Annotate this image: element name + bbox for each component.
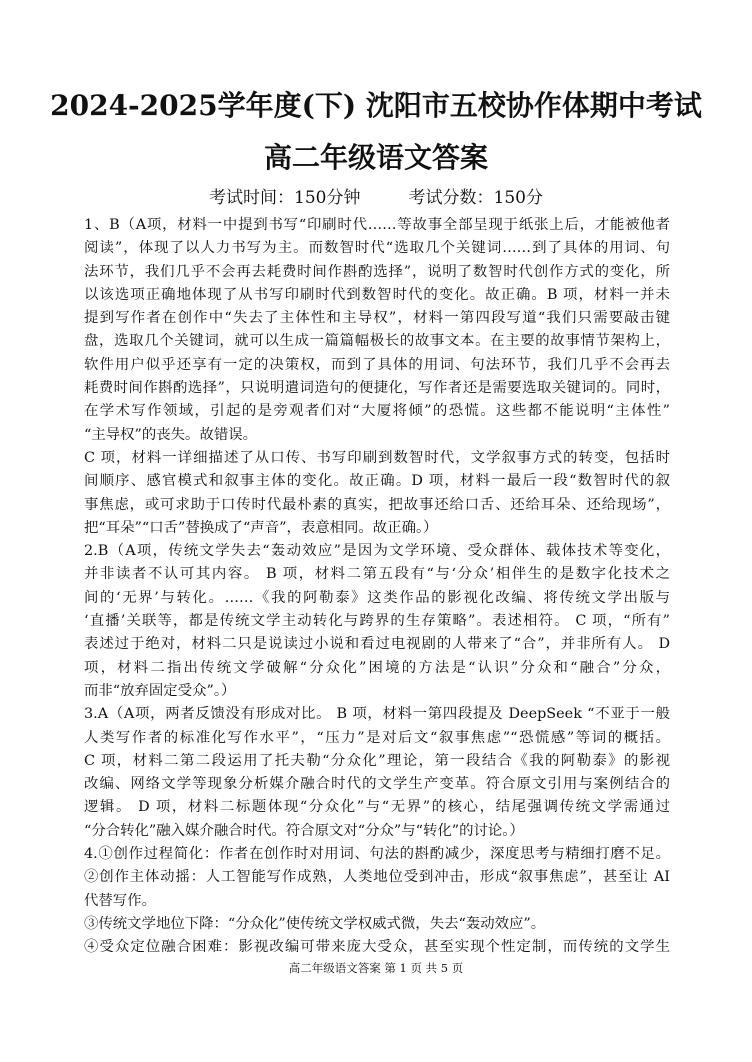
text-line: C 项，材料二第二段运用了托夫勒“分众化”理论，第一段结合《我的阿勒泰》的影视 (84, 752, 670, 769)
text-line: 把“耳朵”“口舌”替换成了“声音”，表意相同。故正确。） (84, 519, 438, 536)
text-line: 以该选项正确地体现了从书写印刷时代到数智时代的变化。故正确。B 项，材料一并未 (84, 286, 670, 303)
text-line: ‘直播’关联等，都是传统文学主动转化与跨界的生存策略”。表述相符。 C 项，“所有” (84, 613, 670, 630)
answer-body (84, 214, 670, 960)
text-line: ④受众定位融合困难：影视改编可带来庞大受众，甚至实现个性定制，而传统的文学生 (84, 939, 670, 956)
page-title: 2024-2025学年度(下) 沈阳市五校协作体期中考试 (50, 89, 702, 122)
text-line: 3.A（A项，两者反馈没有形成对比。 B 项，材料一第四段提及 DeepSeek “不亚于一般 (84, 706, 670, 723)
exam-time: 考试时间：150分钟 (209, 188, 361, 208)
text-line: 间顺序、感官模式和叙事主体的变化。故正确。D 项，材料一最后一段“数智时代的叙 (84, 473, 670, 490)
text-line: “分合转化”融入媒介融合时代。符合原文对“分众”与“转化”的讨论。） (84, 822, 524, 839)
text-line: 事焦虑，或可求助于口传时代最朴素的真实，把故事还给口舌、还给耳朵、还给现场”， (84, 496, 670, 513)
text-line: 人类写作者的标准化写作水平”，“压力”是对后文“叙事焦虑”“恐慌感”等词的概括。 (84, 729, 670, 746)
text-line: 1、B（A项，材料一中提到书写“印刷时代……等故事全部呈现于纸张上后，才能被他者 (84, 217, 670, 233)
text-line: 代替写作。 (84, 892, 156, 909)
text-line: 盘，选取几个关键词，就可以生成一篇篇幅极长的故事文本。在主要的故事情节架构上， (84, 333, 670, 350)
text-line: “主导权”的丧失。故错误。 (84, 426, 258, 443)
text-line: 阅读”，体现了以人力书写为主。而数智时代“选取几个关键词……到了具体的用词、句 (84, 240, 670, 257)
text-line: 表述过于绝对，材料二只是说读过小说和看过电视剧的人带来了“合”，并非所有人。 D (84, 636, 670, 653)
text-line: 2.B（A项，传统文学失去“轰动效应”是因为文学环境、受众群体、载体技术等变化， (84, 543, 670, 560)
text-line: 项，材料二指出传统文学破解“分众化”困境的方法是“认识”分众和“融合”分众， (84, 659, 670, 676)
exam-info (0, 183, 752, 208)
text-line: ③传统文学地位下降：“分众化”使传统文学权威式微，失去“轰动效应”。 (84, 915, 546, 932)
text-line: ②创作主体动摇：人工智能写作成熟，人类地位受到冲击，形成“叙事焦虑”，甚至让 AI (84, 869, 670, 886)
text-line: 逻辑。 D 项，材料二标题体现“分众化”与“无界”的核心，结尾强调传统文学需通过 (84, 799, 670, 816)
text-line: 耗费时间作斟酌选择”，只说明遣词造句的便捷化，写作者还是需要选取关键词的。同时， (84, 380, 670, 397)
text-line: 间的‘无界’与转化。……《我的阿勒泰》这类作品的影视化改编、将传统文学出版与 (84, 589, 670, 606)
text-line: C 项，材料一详细描述了从口传、书写印刷到数智时代，文学叙事方式的转变，包括时 (84, 449, 670, 466)
text-line: 改编、网络文学等现象分析媒介融合时代的文学生产变革。符合原文引用与案例结合的 (84, 776, 670, 793)
exam-score: 考试分数：150分 (408, 188, 543, 208)
text-line: 法环节，我们几乎不会再去耗费时间作斟酌选择”，说明了数智时代创作方式的变化，所 (84, 263, 670, 280)
page-subtitle: 高二年级语文答案 (263, 141, 488, 174)
text-line: 并非读者不认可其内容。 B 项，材料二第五段有“与‘分众’相伴生的是数字化技术之 (84, 566, 670, 583)
text-line: 在学术写作领域，引起的是旁观者们对“大厦将倾”的恐慌。这些都不能说明“主体性” (84, 403, 670, 420)
page-footer: 高二年级语文答案 第 1 页 共 5 页 (288, 961, 464, 975)
text-line: 4.①创作过程简化：作者在创作时对用词、句法的斟酌减少，深度思考与精细打磨不足。 (84, 846, 670, 863)
text-line: 而非“放弃固定受众”。） (84, 682, 236, 699)
text-line: 软件用户似乎还享有一定的决策权，而到了具体的用词、句法环节，我们几乎不会再去 (84, 356, 670, 373)
text-line: 提到写作者在创作中“失去了主体性和主导权”，材料一第四段写道“我们只需要敲击键 (84, 310, 670, 327)
